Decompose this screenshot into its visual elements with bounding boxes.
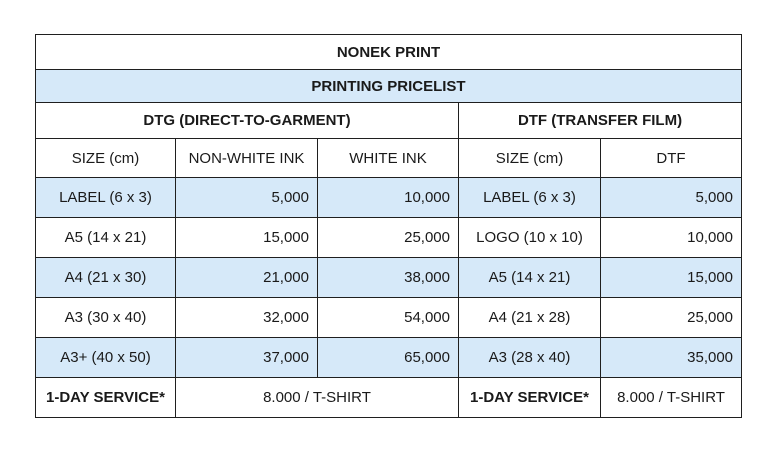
table-row bbox=[36, 178, 742, 218]
dtf-col-size: SIZE (cm) bbox=[459, 139, 601, 178]
dtf-size-cell: LOGO (10 x 10) bbox=[459, 218, 601, 258]
dtg-white-cell: 65,000 bbox=[318, 338, 459, 378]
dtg-header: DTG (DIRECT-TO-GARMENT) bbox=[36, 103, 459, 139]
dtg-nonwhite-cell: 5,000 bbox=[176, 178, 318, 218]
dtg-size-cell: A4 (21 x 30) bbox=[36, 258, 176, 298]
dtg-white-cell: 10,000 bbox=[318, 178, 459, 218]
dtg-col-size: SIZE (cm) bbox=[36, 139, 176, 178]
dtf-service-price: 8.000 / T-SHIRT bbox=[601, 378, 742, 418]
dtg-size-cell: A5 (14 x 21) bbox=[36, 218, 176, 258]
dtg-white-cell: 38,000 bbox=[318, 258, 459, 298]
dtg-service-price: 8.000 / T-SHIRT bbox=[176, 378, 459, 418]
dtg-size-cell: LABEL (6 x 3) bbox=[36, 178, 176, 218]
dtf-size-cell: A5 (14 x 21) bbox=[459, 258, 601, 298]
dtf-header: DTF (TRANSFER FILM) bbox=[459, 103, 742, 139]
dtf-service-label: 1-DAY SERVICE* bbox=[459, 378, 601, 418]
dtg-size-cell: A3 (30 x 40) bbox=[36, 298, 176, 338]
dtg-nonwhite-cell: 15,000 bbox=[176, 218, 318, 258]
dtf-size-cell: A3 (28 x 40) bbox=[459, 338, 601, 378]
dtg-col-nonwhite: NON-WHITE INK bbox=[176, 139, 318, 178]
dtf-price-cell: 15,000 bbox=[601, 258, 742, 298]
dtf-price-cell: 25,000 bbox=[601, 298, 742, 338]
table-row bbox=[36, 338, 742, 378]
dtg-col-white: WHITE INK bbox=[318, 139, 459, 178]
dtg-nonwhite-cell: 37,000 bbox=[176, 338, 318, 378]
table-row bbox=[36, 298, 742, 338]
pricelist-subtitle: PRINTING PRICELIST bbox=[36, 70, 742, 103]
dtf-price-cell: 35,000 bbox=[601, 338, 742, 378]
dtf-price-cell: 5,000 bbox=[601, 178, 742, 218]
dtf-price-cell: 10,000 bbox=[601, 218, 742, 258]
dtg-size-cell: A3+ (40 x 50) bbox=[36, 338, 176, 378]
dtg-white-cell: 54,000 bbox=[318, 298, 459, 338]
dtf-size-cell: LABEL (6 x 3) bbox=[459, 178, 601, 218]
dtg-service-label: 1-DAY SERVICE* bbox=[36, 378, 176, 418]
dtf-size-cell: A4 (21 x 28) bbox=[459, 298, 601, 338]
table-row bbox=[36, 258, 742, 298]
dtg-white-cell: 25,000 bbox=[318, 218, 459, 258]
dtg-nonwhite-cell: 21,000 bbox=[176, 258, 318, 298]
pricelist-table bbox=[35, 34, 742, 418]
dtg-nonwhite-cell: 32,000 bbox=[176, 298, 318, 338]
dtf-col-price: DTF bbox=[601, 139, 742, 178]
shop-title: NONEK PRINT bbox=[36, 35, 742, 70]
table-row bbox=[36, 218, 742, 258]
